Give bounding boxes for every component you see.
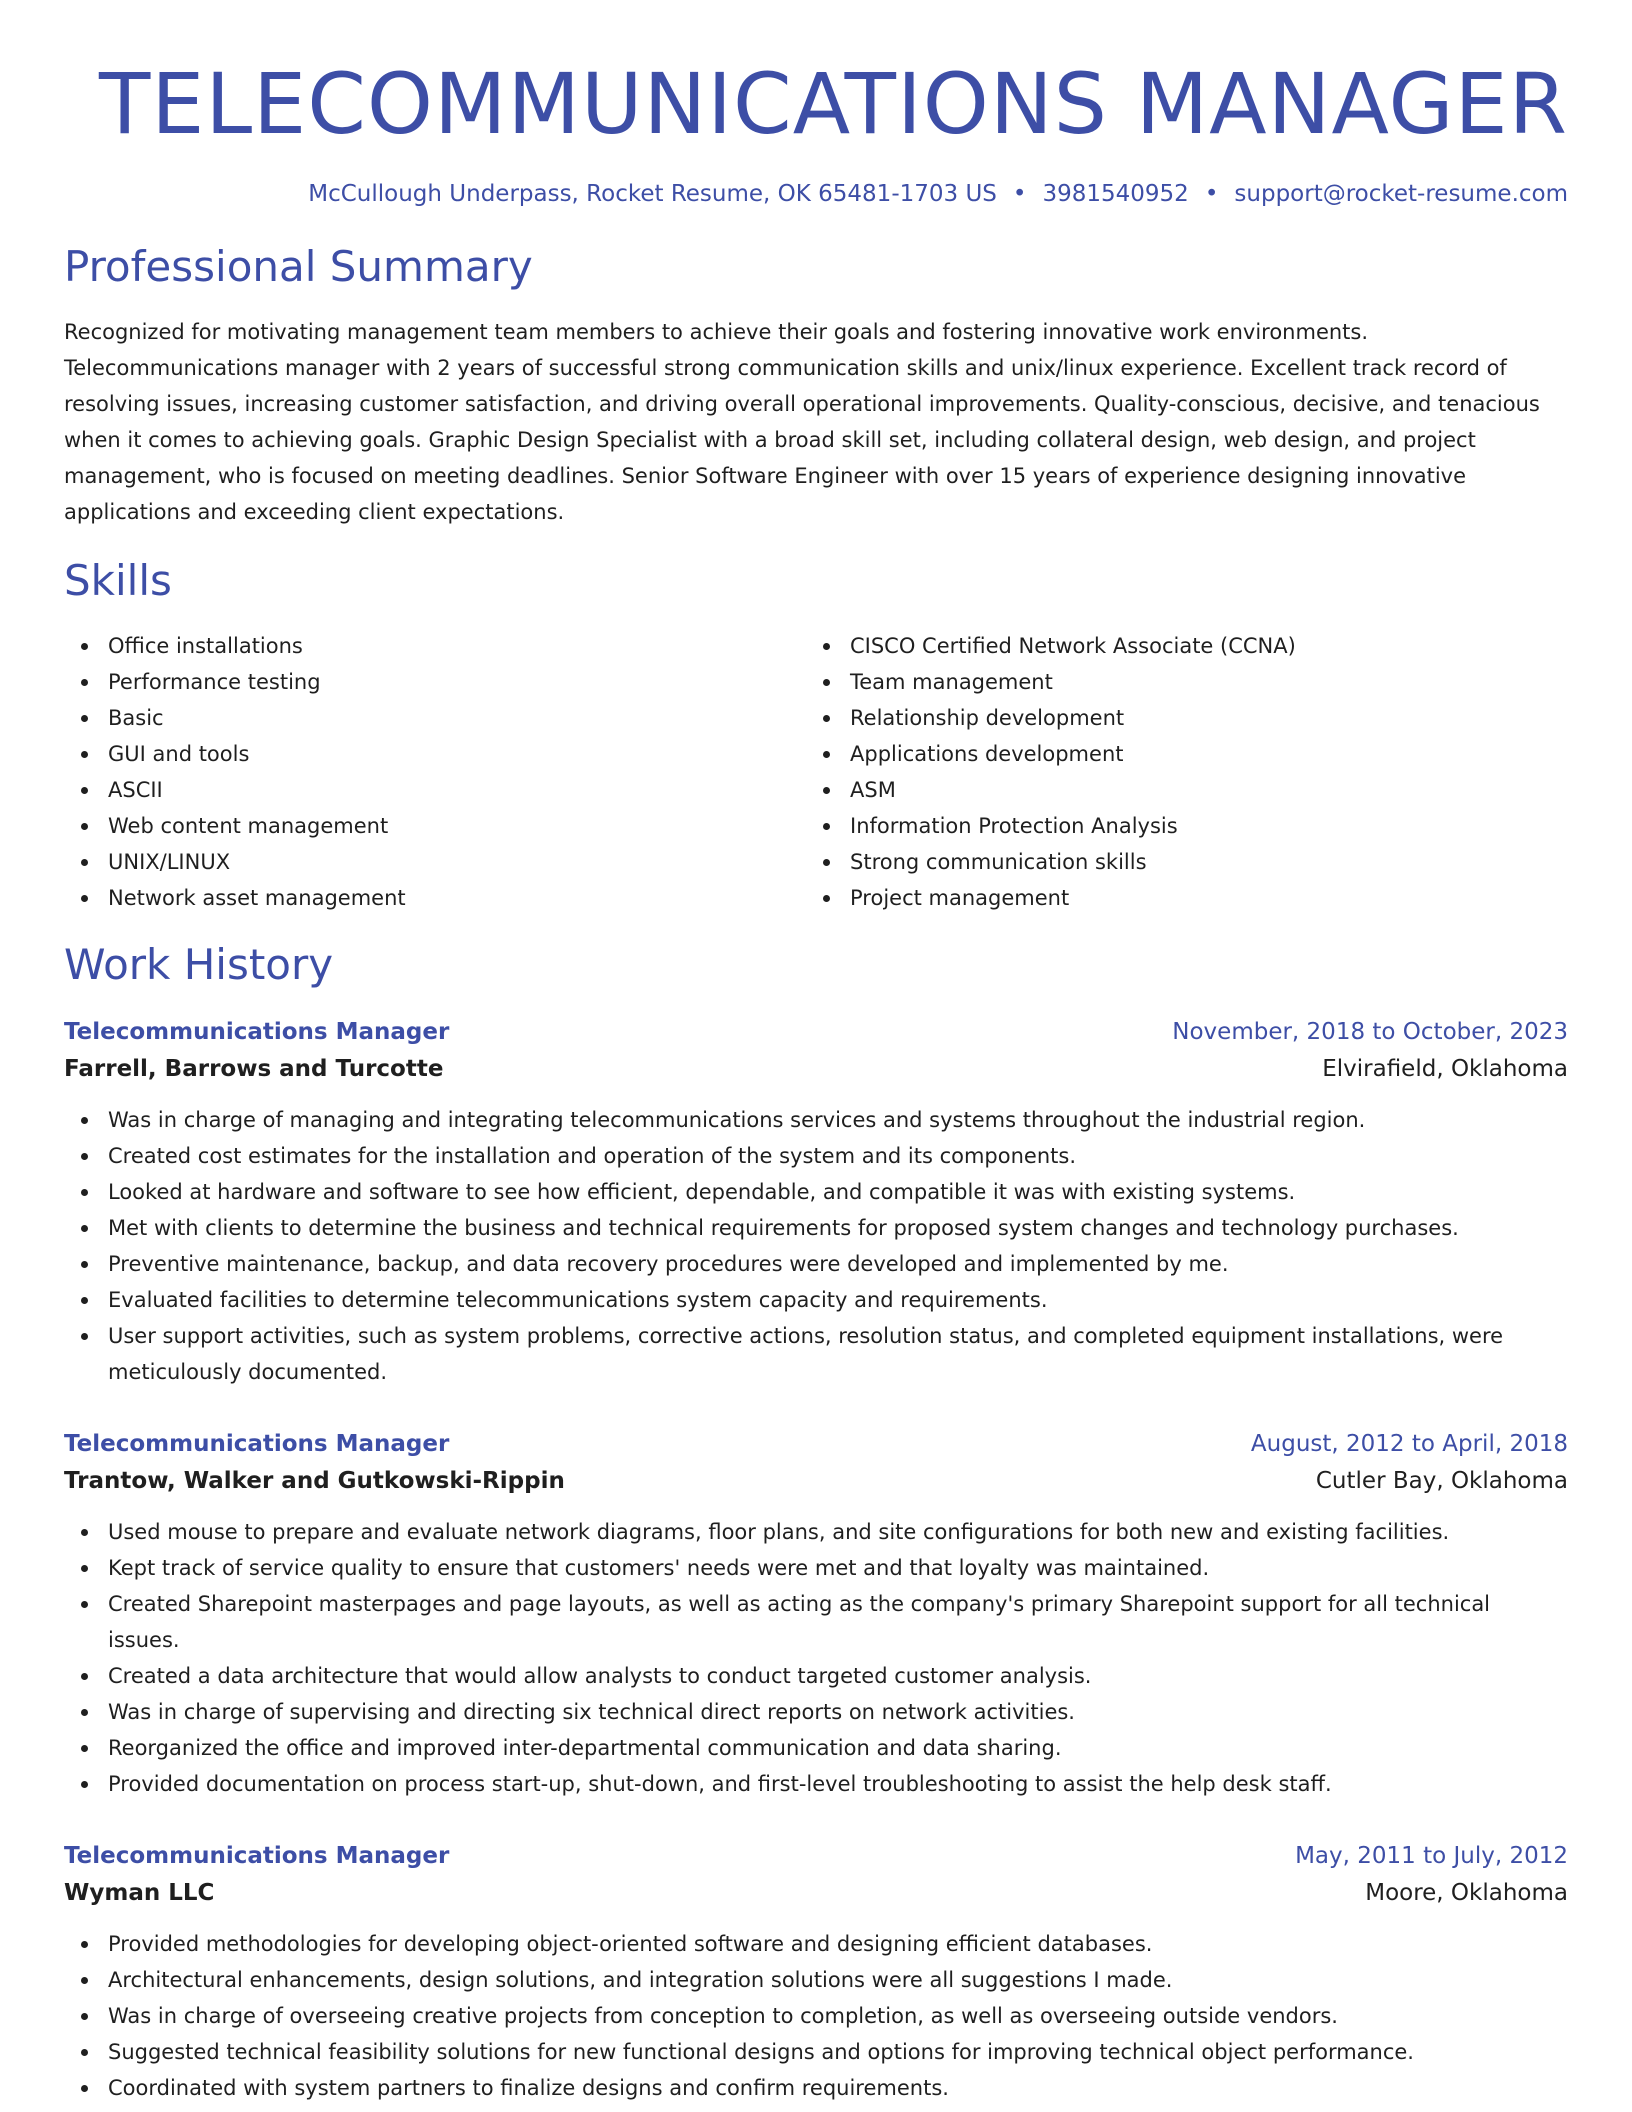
skill-item: Relationship development <box>806 700 1548 736</box>
resume-page <box>64 0 1568 2106</box>
job-bullets <box>64 1102 1568 1390</box>
job-entry <box>64 1014 1568 1390</box>
job-company: Trantow, Walker and Gutkowski-Rippin <box>64 1468 565 1494</box>
job-bullet: Met with clients to determine the business and technical requirements for proposed system changes and technology purchases. <box>64 1210 1568 1246</box>
skills-list <box>64 628 1568 916</box>
job-header-row <box>64 1838 1568 1874</box>
job-bullet: Provided methodologies for developing object-oriented software and designing efficient databases. <box>64 1926 1568 1962</box>
job-bullet: Reorganized the office and improved inter-departmental communication and data sharing. <box>64 1730 1568 1766</box>
job-company: Farrell, Barrows and Turcotte <box>64 1056 444 1082</box>
job-bullet: Looked at hardware and software to see how efficient, dependable, and compatible it was with existing systems. <box>64 1174 1568 1210</box>
skills-column-left <box>64 628 806 916</box>
job-bullet: Kept track of service quality to ensure that customers' needs were met and that loyalty was maintained. <box>64 1550 1568 1586</box>
job-bullet: Coordinated with system partners to finalize designs and confirm requirements. <box>64 2070 1568 2106</box>
summary-heading: Professional Summary <box>64 242 533 291</box>
skill-item: UNIX/LINUX <box>64 844 806 880</box>
job-bullets <box>64 1926 1568 2106</box>
job-location: Elvirafield, Oklahoma <box>1322 1056 1568 1082</box>
skill-item: Web content management <box>64 808 806 844</box>
job-bullet: Preventive maintenance, backup, and data recovery procedures were developed and implemented by me. <box>64 1246 1568 1282</box>
skill-item: Strong communication skills <box>806 844 1548 880</box>
job-bullet: Created cost estimates for the installation and operation of the system and its components. <box>64 1138 1568 1174</box>
job-company-row <box>64 1462 1568 1500</box>
skill-item: Applications development <box>806 736 1548 772</box>
job-bullet: Suggested technical feasibility solutions for new functional designs and options for improving technical object performance. <box>64 2034 1568 2070</box>
work-history-heading: Work History <box>64 940 334 989</box>
job-company-row <box>64 1874 1568 1912</box>
contact-email[interactable]: support@rocket-resume.com <box>1234 181 1568 207</box>
skill-item: ASCII <box>64 772 806 808</box>
job-location: Moore, Oklahoma <box>1365 1880 1568 1906</box>
job-title: Telecommunications Manager <box>64 1843 450 1869</box>
skill-item: Information Protection Analysis <box>806 808 1548 844</box>
job-bullet: Was in charge of supervising and directing six technical direct reports on network activities. <box>64 1694 1568 1730</box>
contact-address: McCullough Underpass, Rocket Resume, OK 65481-1703 US <box>308 181 997 207</box>
summary-text: Recognized for motivating management team members to achieve their goals and fostering innovative work environments. Telecommunications manager with 2 years of successful strong communication skills and unix/linux experience. Excellent track record of resolving issues, increasing customer satisfaction, and driving overall operational improvements. Quality-conscious, decisive, and tenacious when it comes to achieving goals. Graphic Design Specialist with a broad skill set, including collateral design, web design, and project management, who is focused on meeting deadlines. Senior Software Engineer with over 15 years of experience designing innovative applications and exceeding client expectations. <box>64 320 1540 524</box>
job-bullet: Used mouse to prepare and evaluate network diagrams, floor plans, and site configurations for both new and existing facilities. <box>64 1514 1568 1550</box>
skill-item: Team management <box>806 664 1548 700</box>
skill-item: CISCO Certified Network Associate (CCNA) <box>806 628 1548 664</box>
skills-column-right <box>806 628 1548 916</box>
contact-phone: 3981540952 <box>1042 181 1189 207</box>
job-dates: May, 2011 to July, 2012 <box>1295 1843 1568 1869</box>
job-header-row <box>64 1014 1568 1050</box>
job-title: Telecommunications Manager <box>64 1019 450 1045</box>
job-company-row <box>64 1050 1568 1088</box>
job-header-row <box>64 1426 1568 1462</box>
job-company: Wyman LLC <box>64 1880 215 1906</box>
job-bullet: Created Sharepoint masterpages and page layouts, as well as acting as the company's primary Sharepoint support for all technical issues. <box>64 1586 1568 1658</box>
job-bullet: Evaluated facilities to determine telecommunications system capacity and requirements. <box>64 1282 1568 1318</box>
job-bullet: Was in charge of overseeing creative projects from conception to completion, as well as overseeing outside vendors. <box>64 1998 1568 2034</box>
job-dates: November, 2018 to October, 2023 <box>1172 1019 1568 1045</box>
job-bullet: Was in charge of managing and integrating telecommunications services and systems throughout the industrial region. <box>64 1102 1568 1138</box>
skill-item: Office installations <box>64 628 806 664</box>
job-bullet: Provided documentation on process start-up, shut-down, and first-level troubleshooting to assist the help desk staff. <box>64 1766 1568 1802</box>
job-bullet: Architectural enhancements, design solutions, and integration solutions were all suggestions I made. <box>64 1962 1568 1998</box>
job-entry <box>64 1838 1568 2106</box>
skill-item: Network asset management <box>64 880 806 916</box>
contact-line <box>64 178 1568 210</box>
job-location: Cutler Bay, Oklahoma <box>1315 1468 1568 1494</box>
skill-item: ASM <box>806 772 1548 808</box>
skill-item: Performance testing <box>64 664 806 700</box>
skill-item: Project management <box>806 880 1548 916</box>
job-bullet: User support activities, such as system problems, corrective actions, resolution status, and completed equipment installations, were meticulously documented. <box>64 1318 1568 1390</box>
resume-name: TELECOMMUNICATIONS MANAGER <box>98 55 1568 153</box>
job-title: Telecommunications Manager <box>64 1431 450 1457</box>
contact-separator: • <box>1012 181 1027 207</box>
skill-item: GUI and tools <box>64 736 806 772</box>
skill-item: Basic <box>64 700 806 736</box>
job-entry <box>64 1426 1568 1802</box>
skills-heading: Skills <box>64 556 172 605</box>
job-dates: August, 2012 to April, 2018 <box>1250 1431 1568 1457</box>
job-bullets <box>64 1514 1568 1802</box>
job-bullet: Created a data architecture that would allow analysts to conduct targeted customer analysis. <box>64 1658 1568 1694</box>
contact-separator: • <box>1204 181 1219 207</box>
